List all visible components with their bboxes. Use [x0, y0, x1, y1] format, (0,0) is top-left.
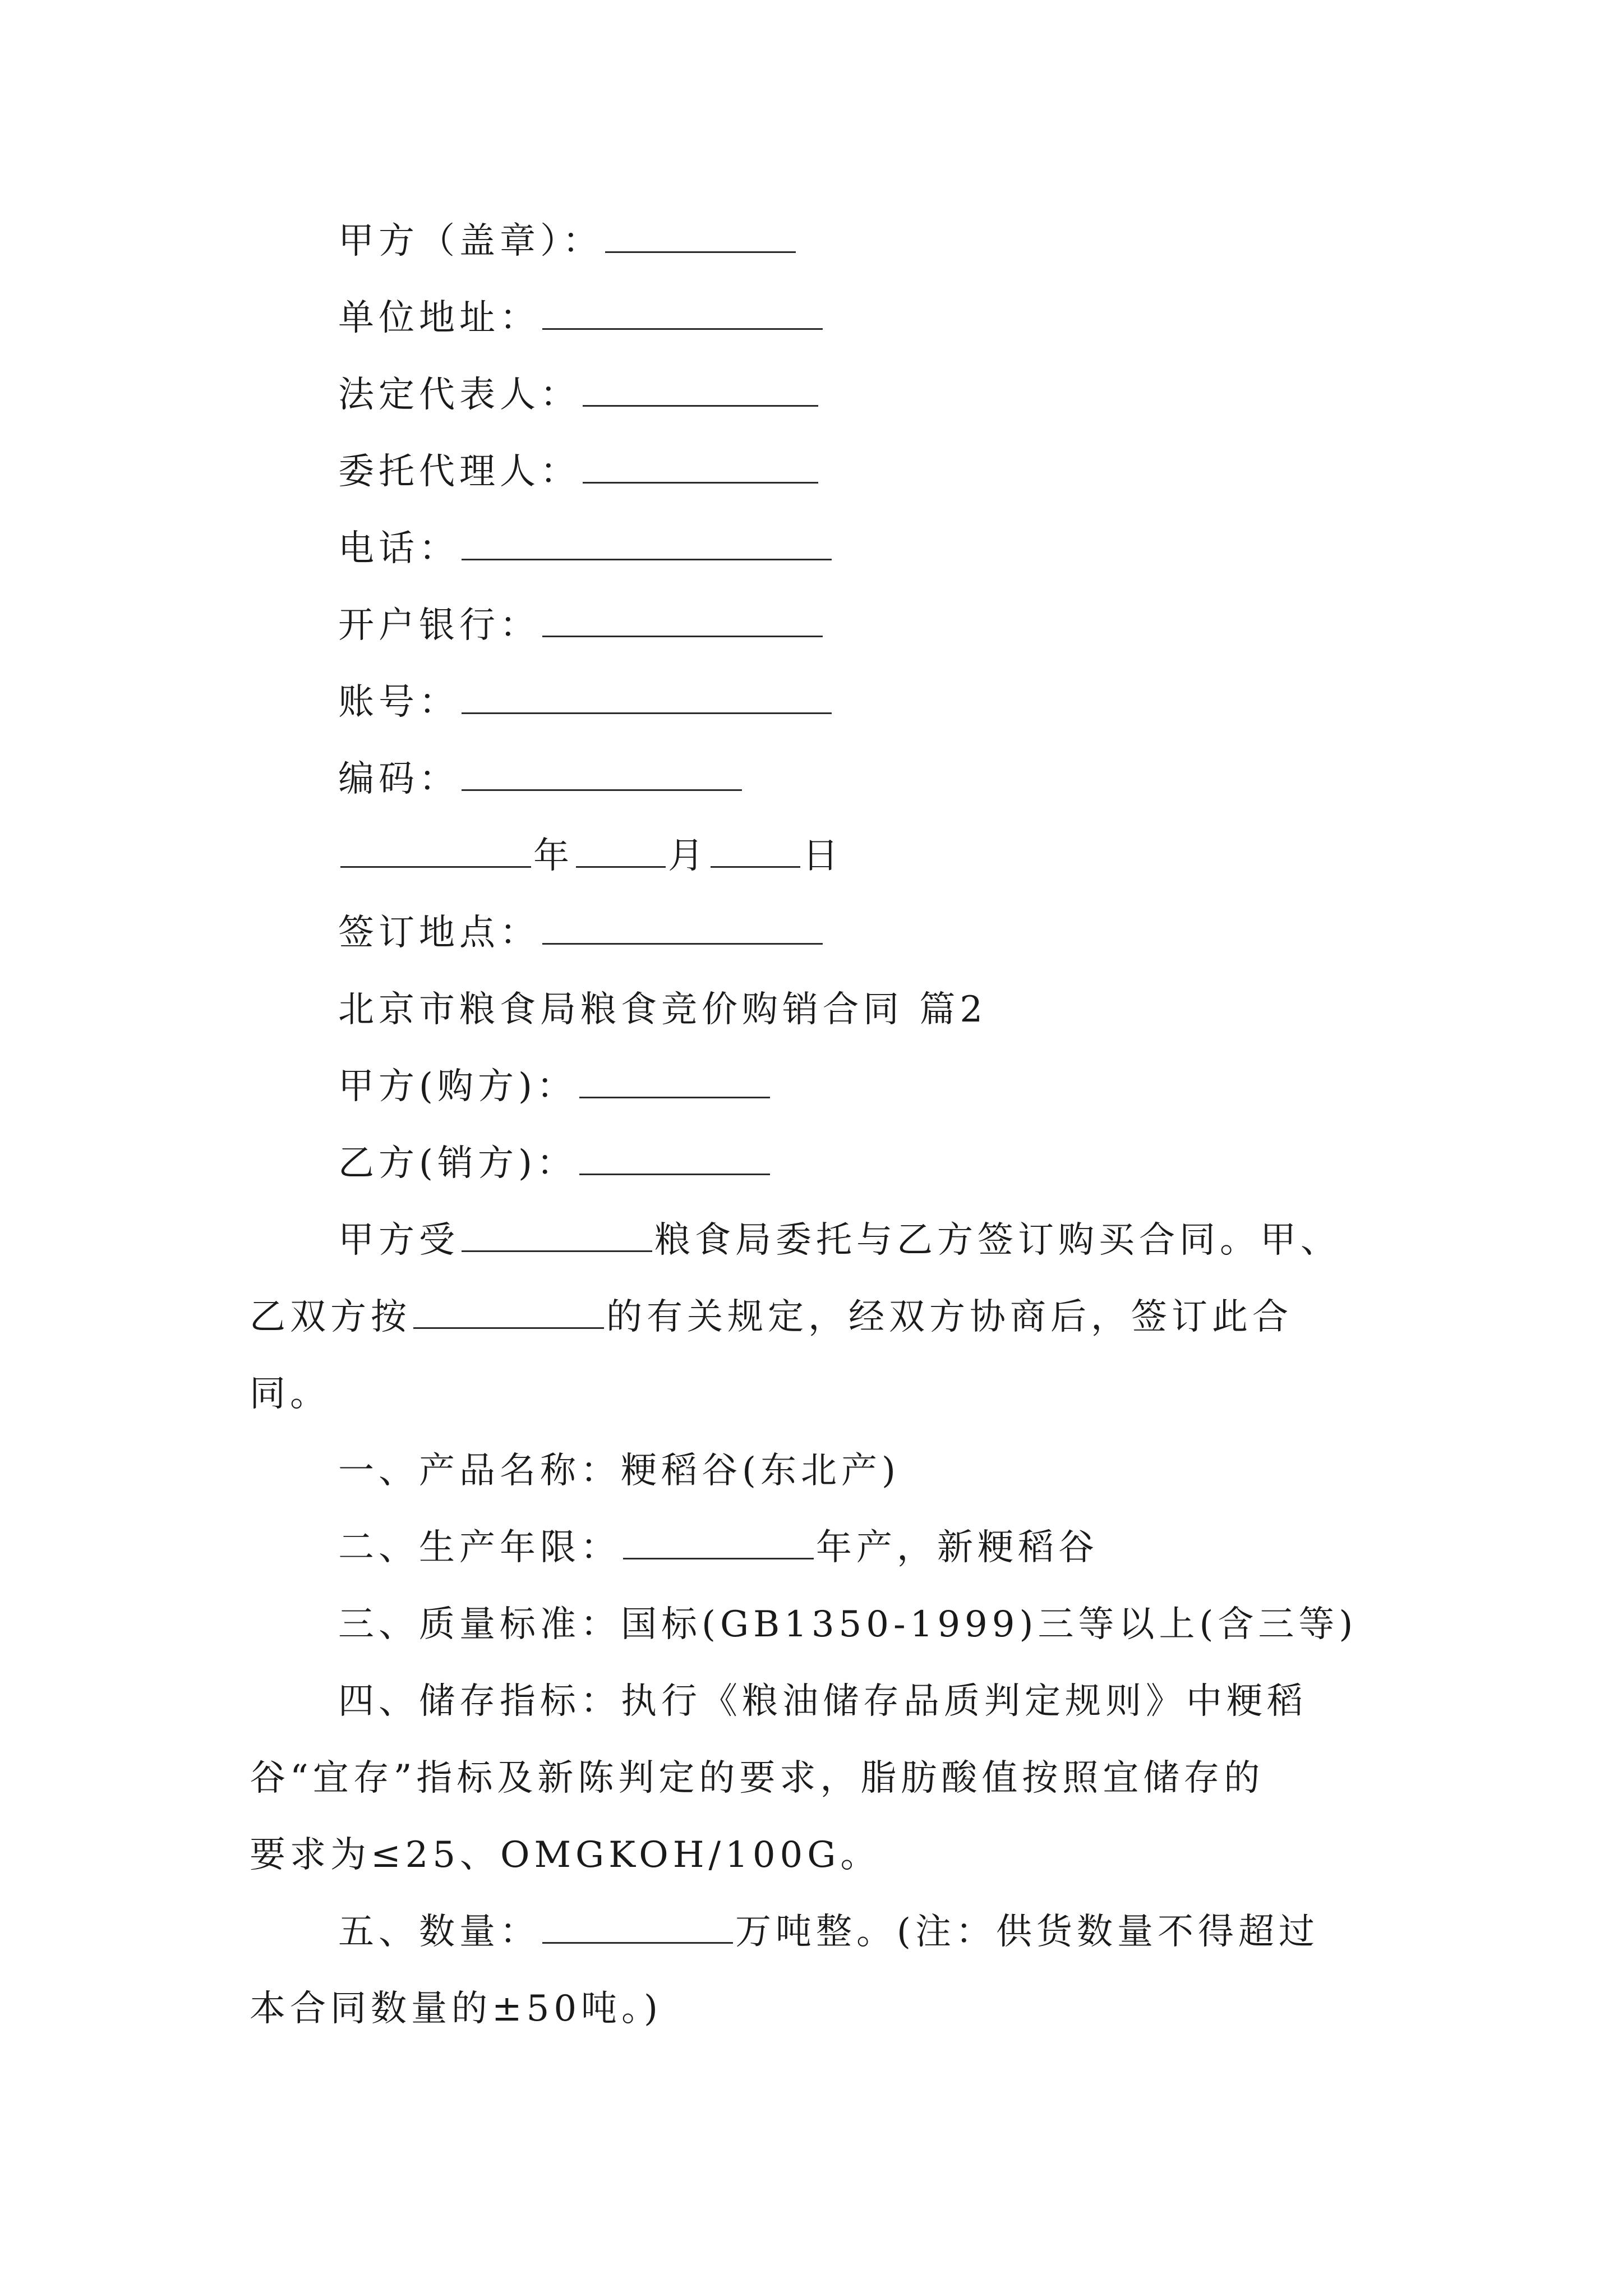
- year-blank: [340, 835, 531, 868]
- party-a-seal-blank: [605, 220, 796, 253]
- legal-rep-line: [338, 372, 820, 417]
- intro-line-3: 同。: [250, 1373, 330, 1415]
- bank-blank: [542, 604, 823, 637]
- clause-1: 一、产品名称：粳稻谷(东北产): [338, 1450, 900, 1492]
- intro-blank-2: [413, 1296, 604, 1329]
- signing-place-blank: [542, 912, 823, 945]
- intro-line1-b: 粮食局委托与乙方签订购买合同。甲、: [654, 1220, 1341, 1261]
- clause-2-blank: [623, 1526, 814, 1559]
- account-blank: [462, 681, 832, 714]
- intro-line1-a: 甲方受: [338, 1220, 459, 1261]
- clause-4-line-1: 四、储存指标：执行《粮油储存品质判定规则》中粳稻: [338, 1681, 1307, 1722]
- bank-line: [338, 603, 825, 648]
- seller-label: 乙方(销方)：: [338, 1143, 577, 1184]
- unit-address-label: 单位地址：: [338, 297, 540, 339]
- postcode-line: [338, 757, 744, 802]
- month-label: 月: [668, 835, 708, 877]
- intro-line2-a: 乙双方按: [250, 1296, 411, 1338]
- agent-blank: [583, 450, 818, 484]
- clause-4-line-2: 谷“宜存”指标及新陈判定的要求，脂肪酸值按照宜储存的: [250, 1757, 1265, 1799]
- clause-5-a: 五、数量：: [338, 1911, 540, 1953]
- buyer-line: [338, 1064, 772, 1109]
- section-title: 北京市粮食局粮食竞价购销合同 篇2: [338, 989, 988, 1030]
- intro-line2-b: 的有关规定，经双方协商后，签订此合: [606, 1296, 1293, 1338]
- intro-line-1: [338, 1218, 1341, 1263]
- day-blank: [711, 835, 800, 868]
- year-label: 年: [533, 835, 574, 877]
- clause-2-b: 年产，新粳稻谷: [816, 1527, 1099, 1568]
- unit-address-blank: [542, 297, 823, 330]
- unit-address-line: [338, 296, 825, 341]
- agent-label: 委托代理人：: [338, 451, 580, 493]
- legal-rep-blank: [583, 374, 818, 407]
- clause-5-line-2: 本合同数量的±50吨。): [250, 1988, 663, 2030]
- date-line: [338, 834, 843, 878]
- seller-blank: [579, 1142, 770, 1175]
- clause-2: [338, 1525, 1099, 1570]
- signing-place-line: [338, 910, 825, 955]
- postcode-blank: [462, 758, 742, 791]
- legal-rep-label: 法定代表人：: [338, 374, 580, 416]
- clause-5-line-1: [338, 1910, 1319, 1954]
- party-a-seal-label: 甲方（盖章）：: [338, 220, 603, 262]
- clause-4-line-3: 要求为≤25、OMGKOH/100G。: [250, 1834, 881, 1876]
- account-label: 账号：: [338, 682, 459, 723]
- phone-label: 电话：: [338, 528, 459, 569]
- intro-line-2: [250, 1295, 1293, 1340]
- bank-label: 开户银行：: [338, 605, 540, 646]
- agent-line: [338, 449, 820, 494]
- party-a-seal-line: [338, 219, 798, 264]
- signing-place-label: 签订地点：: [338, 912, 540, 954]
- day-label: 日: [803, 835, 843, 877]
- seller-line: [338, 1141, 772, 1186]
- phone-line: [338, 526, 834, 571]
- postcode-label: 编码：: [338, 758, 459, 800]
- intro-blank-1: [462, 1219, 652, 1252]
- buyer-blank: [579, 1065, 770, 1098]
- clause-2-a: 二、生产年限：: [338, 1527, 621, 1568]
- buyer-label: 甲方(购方)：: [338, 1066, 577, 1107]
- clause-5-b: 万吨整。(注：供货数量不得超过: [735, 1911, 1319, 1953]
- phone-blank: [462, 527, 832, 560]
- clause-5-blank: [542, 1911, 733, 1944]
- month-blank: [576, 835, 666, 868]
- clause-3: 三、质量标准：国标(GB1350-1999)三等以上(含三等): [338, 1604, 1358, 1645]
- account-line: [338, 680, 834, 725]
